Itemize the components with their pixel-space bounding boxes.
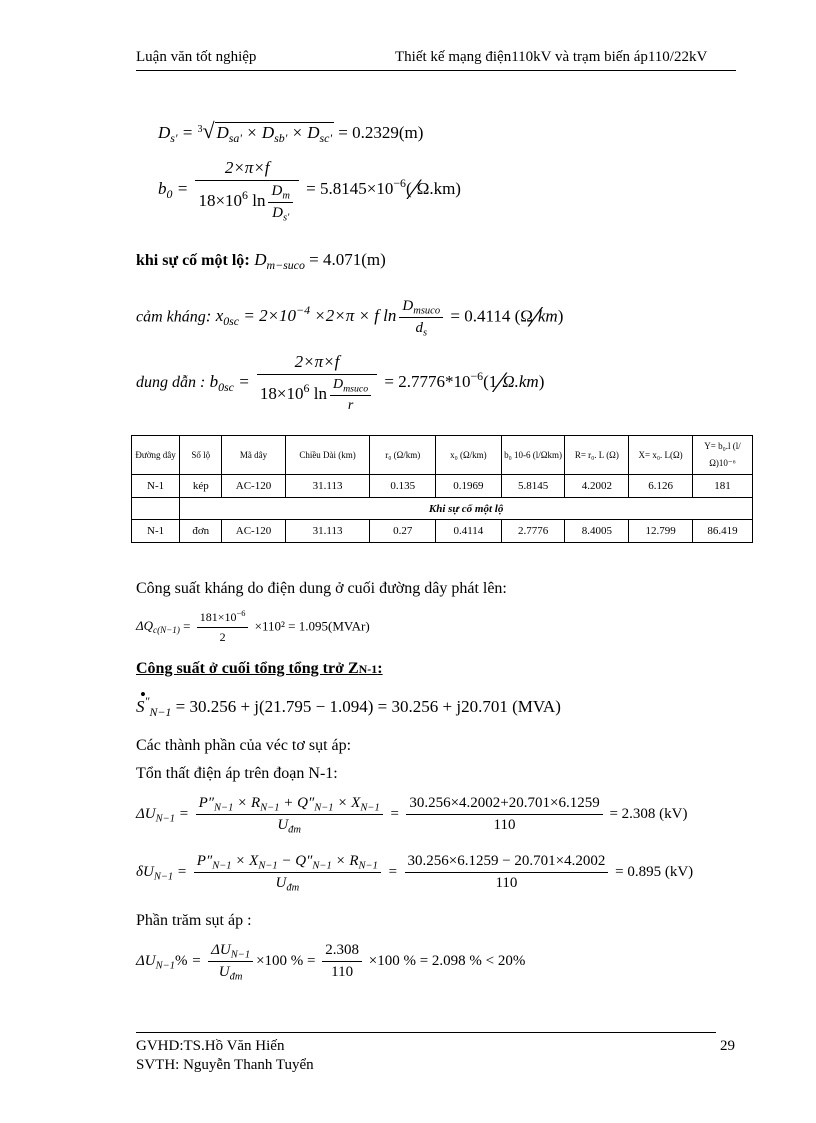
table-header-cell: Đường dây — [132, 436, 180, 475]
dq-result: ×110² = 1.095(MVAr) — [254, 618, 370, 634]
formula-pct: $\Delta U_{N-1}\%$ = $\frac{\Delta U_{N-1}}{U_{đm}}$ ×100 % = $\frac{2.308}{110}$ ×100 % = 2.098 % < 20% — [136, 942, 526, 983]
formula-ds: $D_{s'} = ^3√$ $D_{sa'} \times D_{sb'} \times D_{sc'} = 0.2329(m)$ — [158, 118, 424, 146]
table-row — [132, 475, 753, 498]
x0sc-result: = 0.4114 — [450, 306, 511, 326]
header-right: Thiết kế mạng điện110kV và trạm biến áp110/22kV — [395, 49, 708, 65]
table-cell: 0.4114 — [436, 520, 502, 543]
table-cell: 5.8145 — [501, 475, 565, 498]
dm-suco-result: = 4.071(m) — [309, 250, 386, 269]
line-parameter-table — [131, 435, 753, 543]
table-cell: 31.113 — [285, 475, 370, 498]
table-cell: 0.135 — [370, 475, 436, 498]
table-cell: 8.4005 — [565, 520, 629, 543]
ds-result: = 0.2329(m) — [338, 123, 424, 142]
du-result: = 2.308 (kV) — [609, 805, 688, 822]
table-cell: 86.419 — [693, 520, 753, 543]
du-numerator: 30.256×4.2002+20.701×6.1259 — [406, 795, 602, 815]
formula-x0sc: cảm kháng: $x_{0sc} = 2\times 10^{-4} \times 2\times\pi \times f$ ln $\frac{D_{msuco}}{d_s}$ = 0.4114 (Ω⁄km) — [136, 298, 564, 339]
table-cell: 0.27 — [370, 520, 436, 543]
label-suco: khi sự cố một lộ — [136, 252, 245, 269]
table-cell: AC-120 — [222, 475, 285, 498]
footer-rule — [136, 1032, 716, 1033]
s-result: = 30.256 + j(21.795 − 1.094) = 30.256 + j20.701 (MVA) — [175, 697, 561, 716]
ddu-denominator: 110 — [495, 875, 518, 891]
footer-advisor: GVHD:TS.Hồ Văn Hiến — [136, 1038, 285, 1054]
table-header-cell: Y= b₀.l (l/Ω)10⁻⁶ — [693, 436, 753, 475]
loss-intro: Tổn thất điện áp trên đoạn N-1: — [136, 765, 338, 782]
components-intro: Các thành phần của véc tơ sụt áp: — [136, 737, 352, 754]
label-dungdan: dung dẫn : — [136, 373, 206, 391]
table-cell: kép — [180, 475, 222, 498]
table-subtitle-row — [132, 498, 753, 520]
formula-dm-suco: khi sự cố một lộ: $D_{m-suco} = 4.071(m)$ — [136, 250, 386, 273]
ddu-numerator: 30.256×6.1259 − 20.701×4.2002 — [405, 853, 609, 873]
percent-intro: Phần trăm sụt áp : — [136, 912, 252, 929]
table-header-cell: R= r₀. L (Ω) — [565, 436, 629, 475]
table-row — [132, 520, 753, 543]
pct-numerator: 2.308 — [322, 942, 362, 962]
table-header-cell: r₀ (Ω/km) — [370, 436, 436, 475]
du-denominator: 110 — [493, 817, 516, 833]
table-cell: 2.7776 — [501, 520, 565, 543]
formula-s: S • ″$_{N-1}$ = 30.256 + j(21.795 − 1.094) = 30.256 + j20.701 (MVA) — [136, 685, 561, 720]
table-header-cell: X= x₀. L(Ω) — [629, 436, 693, 475]
formula-b0: $b_0$ = 2×π×f $18\times 10^6$ ln $\frac{D_m}{D_{s'}}$ = $5.8145\times 10^{-6}(⁄\Omega.km)$ — [158, 158, 461, 224]
footer-student: SVTH: Nguyễn Thanh Tuyển — [136, 1057, 314, 1073]
table-cell: 31.113 — [285, 520, 370, 543]
table-cell: đơn — [180, 520, 222, 543]
table-header-cell: x₀ (Ω/km) — [436, 436, 502, 475]
table-cell: N-1 — [132, 475, 180, 498]
pct-denominator: 110 — [331, 964, 354, 980]
table-cell: AC-120 — [222, 520, 285, 543]
header-left: Luận văn tốt nghiệp — [136, 49, 257, 65]
ddu-result: = 0.895 (kV) — [615, 863, 694, 880]
table-cell: 181 — [693, 475, 753, 498]
page-number: 29 — [720, 1038, 735, 1054]
formula-b0sc: dung dẫn : $b_{0sc}$ = 2×π×f $18\times 10^6$ ln $\frac{D_{msuco}}{r}$ = $2.7776*10^{-6}(1⁄\Omega.km)$ — [136, 352, 545, 413]
table-header-cell: Chiều Dài (km) — [285, 436, 370, 475]
table-cell: 6.126 — [629, 475, 693, 498]
pct-result: ×100 % = 2.098 % < 20% — [368, 952, 526, 969]
table-header-cell: Số lộ — [180, 436, 222, 475]
table-header-cell: Mã dây — [222, 436, 285, 475]
table-header-row — [132, 436, 753, 475]
formula-ddu: $\delta U_{N-1}$ = $\frac{P''_{N-1} \times X_{N-1} - Q''_{N-1} \times R_{N-1}}{U_{đm}}$ = $\frac{30.256\times 6.1259 - 20.701\times 4.2002}{110}$ = 0.895 (kV) — [136, 853, 694, 894]
table-cell: N-1 — [132, 520, 180, 543]
b0-result: = 5.8145×10 — [306, 178, 394, 198]
section-title: Công suất ở cuối tổng tổng trở ZN-1: — [136, 660, 383, 677]
formula-dq: $\Delta Q_{c(N-1)}$ = $\frac{181\times 10^{-6}}{2}$ ×110² = 1.095(MVAr) — [136, 608, 370, 644]
table-cell: 12.799 — [629, 520, 693, 543]
label-camkhang: cảm kháng — [136, 308, 206, 326]
header-rule — [136, 70, 736, 71]
b0sc-result: = 2.7776*10 — [384, 371, 471, 391]
formula-du: $\Delta U_{N-1}$ = $\frac{P''_{N-1} \times R_{N-1} + Q''_{N-1} \times X_{N-1}}{U_{đm}}$ = $\frac{30.256\times 4.2002+20.701\times 6.1259}{110}$ = 2.308 (kV) — [136, 795, 688, 836]
table-subtitle: Khi sự cố một lộ — [180, 498, 753, 520]
capacitive-intro: Công suất kháng do điện dung ở cuối đường dây phát lên: — [136, 580, 507, 597]
table-cell: 0.1969 — [436, 475, 502, 498]
table-header-cell: b₀ 10-6 (l/Ωkm) — [501, 436, 565, 475]
table-cell: 4.2002 — [565, 475, 629, 498]
